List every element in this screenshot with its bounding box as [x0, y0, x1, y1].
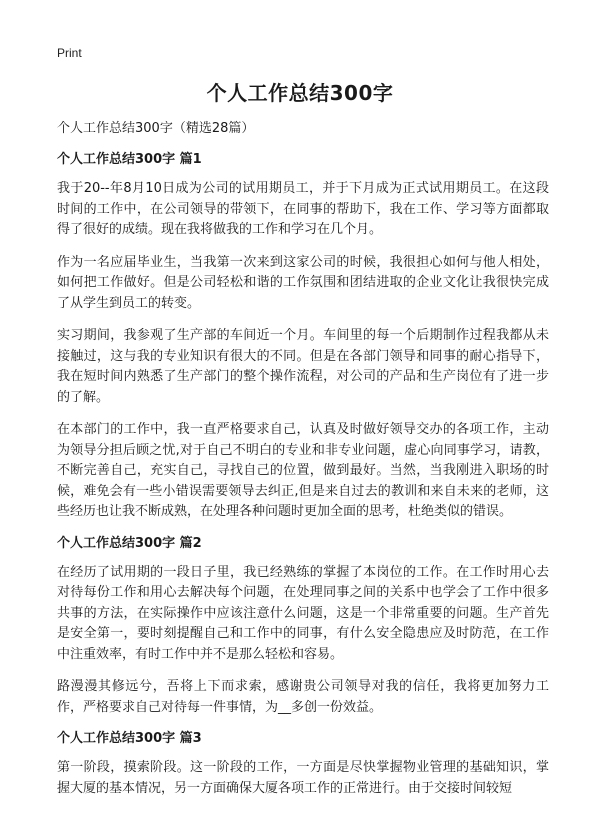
print-link[interactable]: Print: [57, 46, 82, 60]
section-heading: 个人工作总结300字 篇2: [57, 535, 202, 551]
paragraph: 实习期间，我参观了生产部的车间近一个月。车间里的每一个后期制作过程我都从未接触过，这与我的专业知识有很大的不同。但是在各部门领导和同事的耐心指导下，我在短时间内熟悉了生产部门的整个操作流程，对公司的产品和生产岗位有了进一步的了解。: [57, 328, 549, 405]
page-title: 个人工作总结300字: [206, 81, 394, 105]
section-heading: 个人工作总结300字 篇1: [57, 152, 202, 167]
paragraph: 在本部门的工作中，我一直严格要求自己，认真及时做好领导交办的各项工作，主动为领导分担后顾之忧,对于自己不明白的专业和非专业问题，虚心向同事学习，请教，不断完善自己，充实自己，寻找自己的位置，做到最好。当然，当我刚进入职场的时候，难免会有一些小错误需要领导去纠正,但是来自过去的教训和来自未来的老师，这些经历也让我不断成熟，在处理各种问题时更加全面的思考，杜绝类似的错误。: [57, 422, 549, 519]
paragraph: 第一阶段，摸索阶段。这一阶段的工作，一方面是尽快掌握物业管理的基础知识，掌握大厦的基本情况，另一方面确保大厦各项工作的正常进行。由于交接时间较短: [57, 760, 549, 796]
paragraph: 在经历了试用期的一段日子里，我已经熟练的掌握了本岗位的工作。在工作时用心去对待每份工作和用心去解决每个问题，在处理同事之间的关系中也学会了工作中很多共事的方法，在实际操作中应该注意什么问题，这是一个非常重要的问题。生产首先是安全第一，要时刻提醒自己和工作中的同事，有什么安全隐患应及时防范，在工作中注重效率，有时工作中并不是那么轻松和容易。: [57, 564, 549, 662]
section-2: [57, 535, 549, 719]
paragraph: 路漫漫其修远兮，吾将上下而求索，感谢贵公司领导对我的信任，我将更加努力工作，严格要求自己对待每一件事情，为__多创一份效益。: [57, 679, 549, 715]
section-1: [57, 151, 549, 523]
section-heading: 个人工作总结300字 篇3: [57, 731, 202, 746]
document-subtitle: 个人工作总结300字（精选28篇）: [57, 121, 255, 136]
document-body: [57, 120, 549, 811]
paragraph: 作为一名应届毕业生，当我第一次来到这家公司的时候，我很担心如何与他人相处，如何把工作做好。但是公司轻松和谐的工作氛围和团结进取的企业文化让我很快完成了从学生到员工的转变。: [57, 254, 549, 311]
paragraph: 我于20--年8月10日成为公司的试用期员工，并于下月成为正式试用期员工。在这段时间的工作中，在公司领导的带领下，在同事的帮助下，我在工作、学习等方面都取得了很好的成绩。现在我将做我的工作和学习在几个月。: [57, 181, 549, 237]
section-3: [57, 730, 549, 799]
